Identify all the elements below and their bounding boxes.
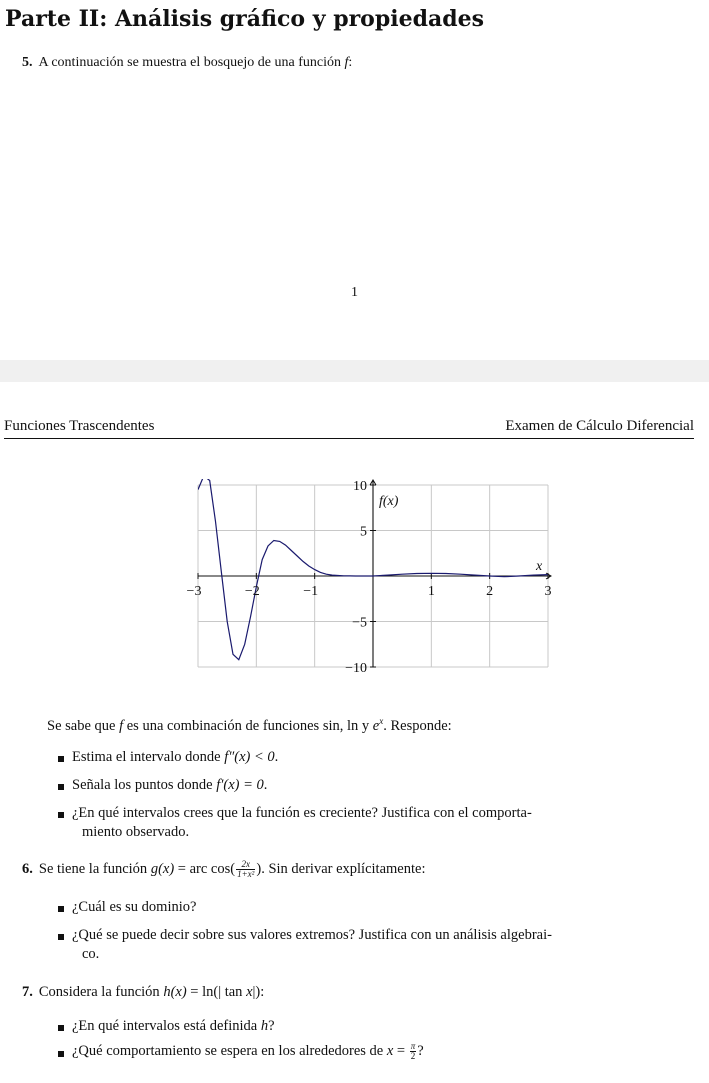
exam-page-1 bbox=[0, 0, 709, 360]
x-tick-label: −1 bbox=[303, 584, 319, 599]
plot-axes bbox=[198, 480, 551, 667]
q5-bullet-3: ¿En qué intervalos crees que la función es creciente? Justifica con el comporta- miento observado. bbox=[72, 805, 532, 840]
bullet-marker bbox=[58, 784, 64, 790]
page-separator bbox=[0, 360, 709, 382]
y-tick-label: 10 bbox=[353, 479, 367, 494]
x-tick-label: −2 bbox=[244, 584, 260, 599]
q6-bullet-1: ¿Cuál es su dominio? bbox=[72, 899, 197, 915]
x-tick-label: 2 bbox=[486, 584, 494, 599]
y-tick-label: −10 bbox=[345, 661, 367, 676]
bullet-marker bbox=[58, 756, 64, 762]
bullet-marker bbox=[58, 1025, 64, 1031]
question-7-statement: 7. Considera la función h(x) = ln(| tan x|): bbox=[22, 984, 265, 1000]
fraction: $\frac{\pi}{2}$ bbox=[410, 1041, 416, 1062]
q7-bullet-2: ¿Qué comportamiento se espera en los alrededores de x = $\frac{\pi}{2}$ ? bbox=[72, 1041, 424, 1062]
question-5-statement bbox=[22, 55, 352, 71]
y-tick-label: −5 bbox=[352, 615, 367, 631]
q5-bullet-2: Señala los puntos donde f′(x) = 0. bbox=[72, 777, 268, 793]
header-rule bbox=[4, 438, 694, 439]
function-name: f bbox=[344, 55, 349, 70]
bullet-marker bbox=[58, 812, 64, 818]
question-5-number: 5. bbox=[22, 55, 33, 70]
question-5-text: A continuación se muestra el bosquejo de una función bbox=[38, 55, 345, 70]
section-title: Parte II: Análisis gráfico y propiedades bbox=[5, 6, 484, 32]
y-axis-label: f(x) bbox=[379, 494, 399, 509]
header-right: Examen de Cálculo Diferencial bbox=[505, 418, 694, 434]
bullet-marker bbox=[58, 906, 64, 912]
page-number: 1 bbox=[351, 285, 358, 300]
header-left: Funciones Trascendentes bbox=[4, 418, 155, 434]
x-axis-label: x bbox=[536, 559, 543, 574]
x-tick-label: −3 bbox=[186, 584, 202, 599]
y-tick-label: 5 bbox=[360, 524, 367, 540]
bullet-marker bbox=[58, 934, 64, 940]
fraction: $\frac{2x}{\text{1+x²}}$ bbox=[237, 859, 255, 879]
x-tick-label: 3 bbox=[544, 584, 552, 599]
question-6-statement: 6. Se tiene la función g(x) = arc cos( $\frac{2x}{\text{1+x²}}$ ). Sin derivar explícitamente: bbox=[22, 859, 426, 879]
bullet-marker bbox=[58, 1051, 64, 1057]
x-tick-label: 1 bbox=[427, 584, 435, 599]
tick-labels bbox=[187, 479, 552, 676]
function-plot bbox=[180, 477, 560, 677]
q5-bullet-1: Estima el intervalo donde f″(x) < 0. bbox=[72, 749, 279, 765]
exam-page-2 bbox=[0, 382, 709, 1083]
question-5-colon: : bbox=[348, 55, 353, 70]
q6-bullet-2: ¿Qué se puede decir sobre sus valores extremos? Justifica con un análisis algebrai- co. bbox=[72, 927, 552, 962]
question-5-intro: Se sabe que f es una combinación de funciones sin, ln y $e^x$. Responde: bbox=[47, 716, 452, 734]
q7-bullet-1: ¿En qué intervalos está definida h? bbox=[72, 1018, 275, 1034]
